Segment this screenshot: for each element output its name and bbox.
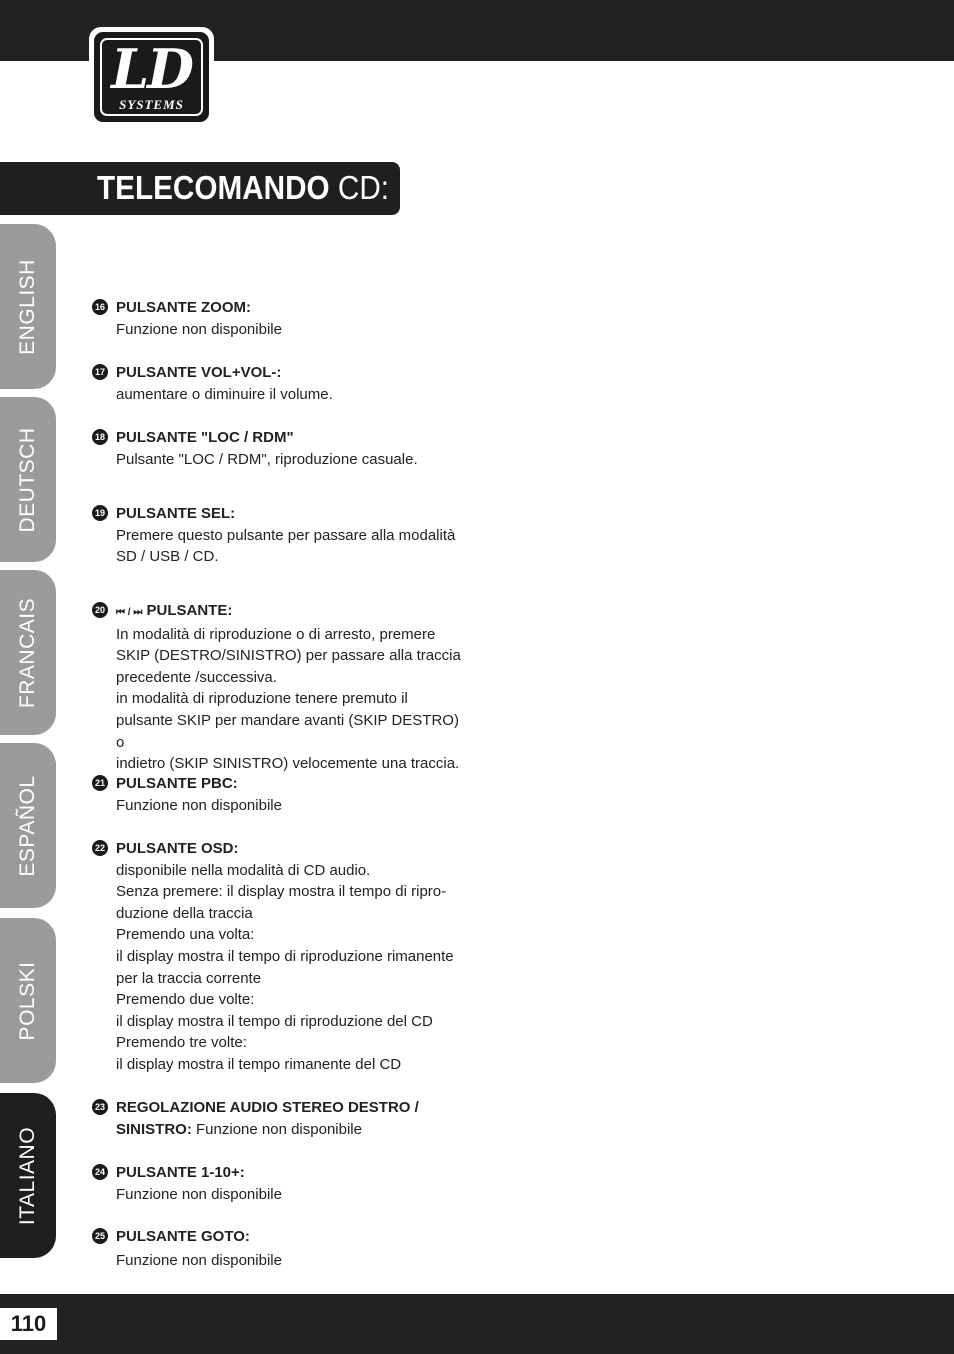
tab-label: ESPAÑOL (16, 774, 39, 877)
tab-label: FRANCAIS (16, 597, 39, 708)
tab-polski[interactable] (0, 918, 56, 1083)
item-description: Funzione non disponibile (116, 320, 282, 338)
tab-deutsch[interactable] (0, 397, 56, 562)
logo-subtext: SYSTEMS (119, 97, 184, 112)
item-number: 22 (92, 840, 108, 856)
item-number: 24 (92, 1164, 108, 1180)
footer-bar (0, 1294, 954, 1354)
item-number: 25 (92, 1228, 108, 1244)
item-heading: PULSANTE VOL+VOL-: (116, 364, 282, 381)
item-description: Funzione non disponibile (196, 1120, 362, 1138)
item-heading: PULSANTE ZOOM: (116, 299, 251, 316)
skip-prev-next-icon: ⏮ / ⏭ (116, 607, 143, 618)
tab-italiano[interactable] (0, 1093, 56, 1258)
item-description: aumentare o diminuire il volume. (116, 385, 333, 403)
tab-label: POLSKI (16, 961, 39, 1040)
item-description: Pulsante "LOC / RDM", riproduzione casuale. (116, 450, 418, 468)
item-heading: PULSANTE 1-10+: (116, 1164, 245, 1181)
item-description: Funzione non disponibile (116, 1251, 282, 1269)
item-number: 18 (92, 429, 108, 445)
item-heading: PULSANTE OSD: (116, 840, 239, 857)
item-number: 19 (92, 505, 108, 521)
item-heading-continued: SINISTRO: (116, 1120, 192, 1138)
item-description: Funzione non disponibile (116, 1185, 282, 1203)
item-heading: PULSANTE SEL: (116, 505, 236, 522)
item-description: In modalità di riproduzione o di arresto, premere SKIP (DESTRO/SINISTRO) per passare alla traccia precedente /successiva. in modalità di riproduzione tenere premuto il pulsante SKIP per mandare avanti (SKIP DESTRO) o indietro (SKIP SINISTRO) velocemente una traccia. (116, 625, 461, 773)
ld-systems-logo (89, 27, 214, 127)
item-number: 20 (92, 602, 108, 618)
tab-espanol[interactable] (0, 743, 56, 908)
page-number: 110 (0, 1308, 57, 1340)
tab-label: DEUTSCH (16, 426, 39, 533)
page-title: TELECOMANDO CD: (97, 169, 390, 206)
tab-francais[interactable] (0, 570, 56, 735)
item-heading: PULSANTE: (146, 602, 233, 619)
logo-text: LD (111, 37, 192, 101)
section-title-bar (0, 162, 400, 215)
item-description: Premere questo pulsante per passare alla modalità SD / USB / CD. (116, 526, 456, 566)
item-heading: PULSANTE "LOC / RDM" (116, 429, 294, 446)
tab-label: ITALIANO (16, 1126, 39, 1225)
item-heading: REGOLAZIONE AUDIO STEREO DESTRO / (116, 1099, 419, 1116)
item-number: 16 (92, 299, 108, 315)
item-number: 21 (92, 775, 108, 791)
item-description: disponibile nella modalità di CD audio. Senza premere: il display mostra il tempo di ripro- duzione della traccia Premendo una volta: il display mostra il tempo di riproduzione rimanente per la traccia corrente Premendo due volte: il display mostra il tempo di riproduzione del CD Premendo tre volte: il display mostra il tempo rimanente del CD (116, 861, 454, 1073)
item-number: 23 (92, 1099, 108, 1115)
item-number: 17 (92, 364, 108, 380)
item-description: Funzione non disponibile (116, 796, 282, 814)
item-heading: PULSANTE GOTO: (116, 1228, 250, 1245)
item-heading: PULSANTE PBC: (116, 775, 238, 792)
tab-english[interactable] (0, 224, 56, 389)
tab-label: ENGLISH (16, 258, 39, 355)
